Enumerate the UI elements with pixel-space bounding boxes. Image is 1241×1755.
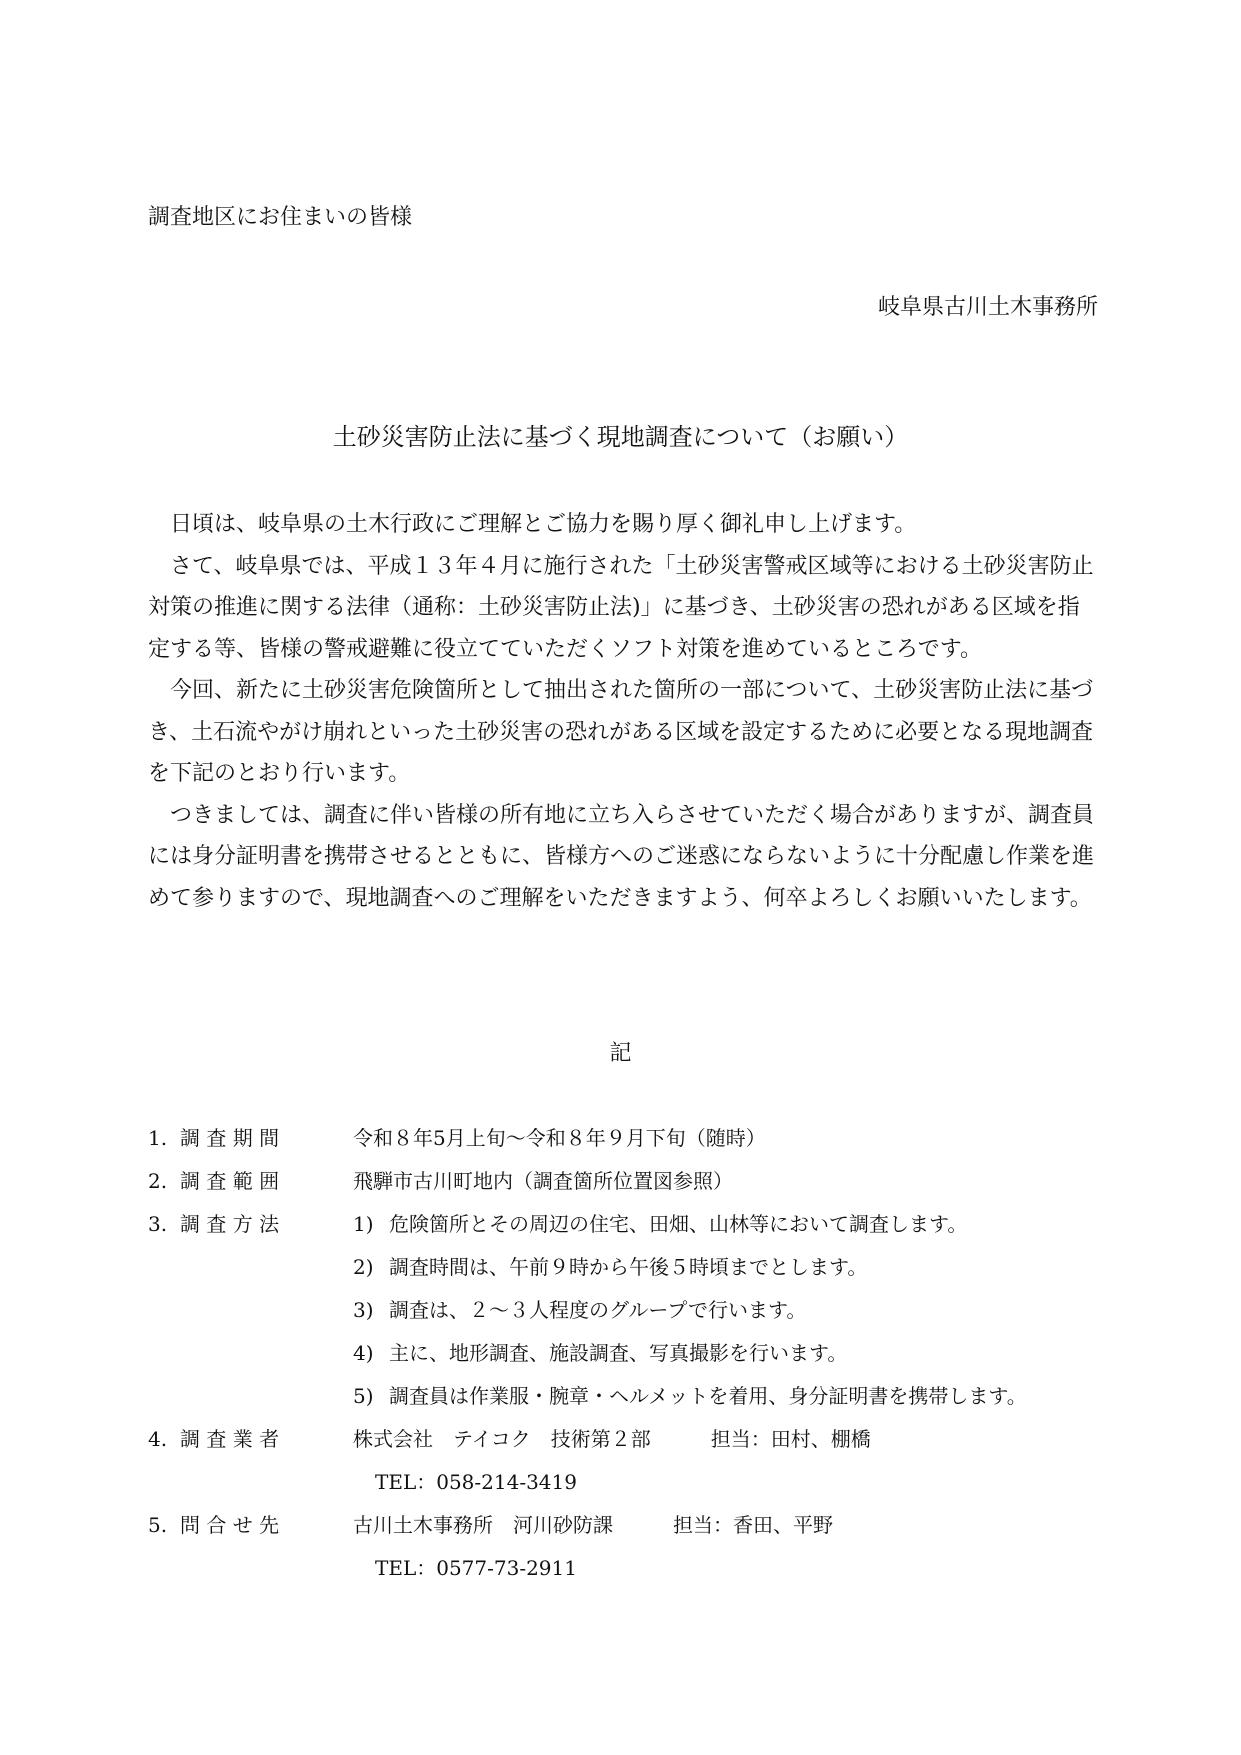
item-area [148, 1160, 1027, 1203]
item-list [148, 1117, 1027, 1590]
subitem-number: 1) [353, 1212, 374, 1236]
subitem-text: 主に、地形調査、施設調査、写真撮影を行います。 [389, 1341, 848, 1365]
item-value: 株式会社 テイコク 技術第２部 担当：田村、棚橋 [353, 1427, 871, 1451]
contractor-tel: TEL：058-214-3419 [375, 1470, 577, 1494]
sender: 岐阜県古川土木事務所 [877, 295, 1098, 320]
item-label: 調 査 業 者 [180, 1427, 280, 1451]
contact-tel-row [148, 1547, 1027, 1590]
paragraph: 今回、新たに土砂災害危険箇所として抽出された箇所の一部について、土砂災害防止法に基づき、土石流やがけ崩れといった土砂災害の恐れがある区域を設定するために必要となる現地調査を下記のとおり行います。 [148, 678, 1094, 786]
subitem-number: 3) [353, 1298, 374, 1322]
item-method [148, 1203, 1027, 1246]
item-value: 飛騨市古川町地内（調査箇所位置図参照） [353, 1169, 733, 1193]
item-number: 1. [148, 1126, 168, 1150]
document-title: 土砂災害防止法に基づく現地調査について（お願い） [332, 423, 909, 451]
subitem-number: 5) [353, 1384, 374, 1408]
item-period [148, 1117, 1027, 1160]
item-method-continued [148, 1332, 1027, 1375]
item-value: 令和８年5月上旬～令和８年９月下旬（随時） [353, 1126, 766, 1150]
item-label: 調 査 範 囲 [180, 1169, 280, 1193]
item-label: 調 査 期 間 [180, 1126, 280, 1150]
item-value: 古川土木事務所 河川砂防課 担当：香田、平野 [353, 1513, 833, 1537]
item-number: 5. [148, 1513, 168, 1537]
item-number: 2. [148, 1169, 168, 1193]
paragraph: つきましては、調査に伴い皆様の所有地に立ち入らさせていただく場合がありますが、調査員には身分証明書を携帯させるとともに、皆様方へのご迷惑にならないように十分配慮し作業を進めて参りますので、現地調査へのご理解をいただきますよう、何卒よろしくお願いいたします。 [148, 802, 1095, 911]
contractor-tel-row [148, 1461, 1027, 1504]
item-contractor [148, 1418, 1027, 1461]
subitem [353, 1203, 967, 1246]
item-number: 3. [148, 1212, 168, 1236]
paragraph: さて、岐阜県では、平成１３年４月に施行された「土砂災害警戒区域等における土砂災害防止対策の推進に関する法律（通称：土砂災害防止法)」に基づき、土砂災害の恐れがある区域を指定する等、皆様の警戒避難に役立てていただくソフト対策を進めているところです。 [148, 553, 1094, 662]
subitem [353, 1332, 847, 1375]
item-method-continued [148, 1246, 1027, 1289]
subitem-number: 2) [353, 1255, 374, 1279]
subitem-text: 調査時間は、午前９時から午後５時頃までとします。 [389, 1255, 868, 1279]
subitem-text: 調査員は作業服・腕章・ヘルメットを着用、身分証明書を携帯します。 [389, 1384, 1027, 1408]
contact-tel: TEL：0577-73-2911 [375, 1556, 577, 1580]
item-label: 調 査 方 法 [180, 1212, 280, 1236]
subitem-text: 調査は、２～３人程度のグループで行います。 [389, 1298, 807, 1322]
addressee: 調査地区にお住まいの皆様 [148, 205, 413, 230]
item-label: 問 合 せ 先 [180, 1513, 280, 1537]
subitem-number: 4) [353, 1341, 374, 1365]
item-contact [148, 1504, 1027, 1547]
subitem-text: 危険箇所とその周辺の住宅、田畑、山林等において調査します。 [389, 1212, 968, 1236]
subitem [353, 1375, 1027, 1418]
subitem [353, 1289, 806, 1332]
item-number: 4. [148, 1427, 168, 1451]
subitem [353, 1246, 867, 1289]
paragraph: 日頃は、岐阜県の土木行政にご理解とご協力を賜り厚く御礼申し上げます。 [170, 512, 917, 537]
ki-heading: 記 [609, 1041, 632, 1066]
body-text [148, 504, 1098, 919]
item-method-continued [148, 1375, 1027, 1418]
item-method-continued [148, 1289, 1027, 1332]
